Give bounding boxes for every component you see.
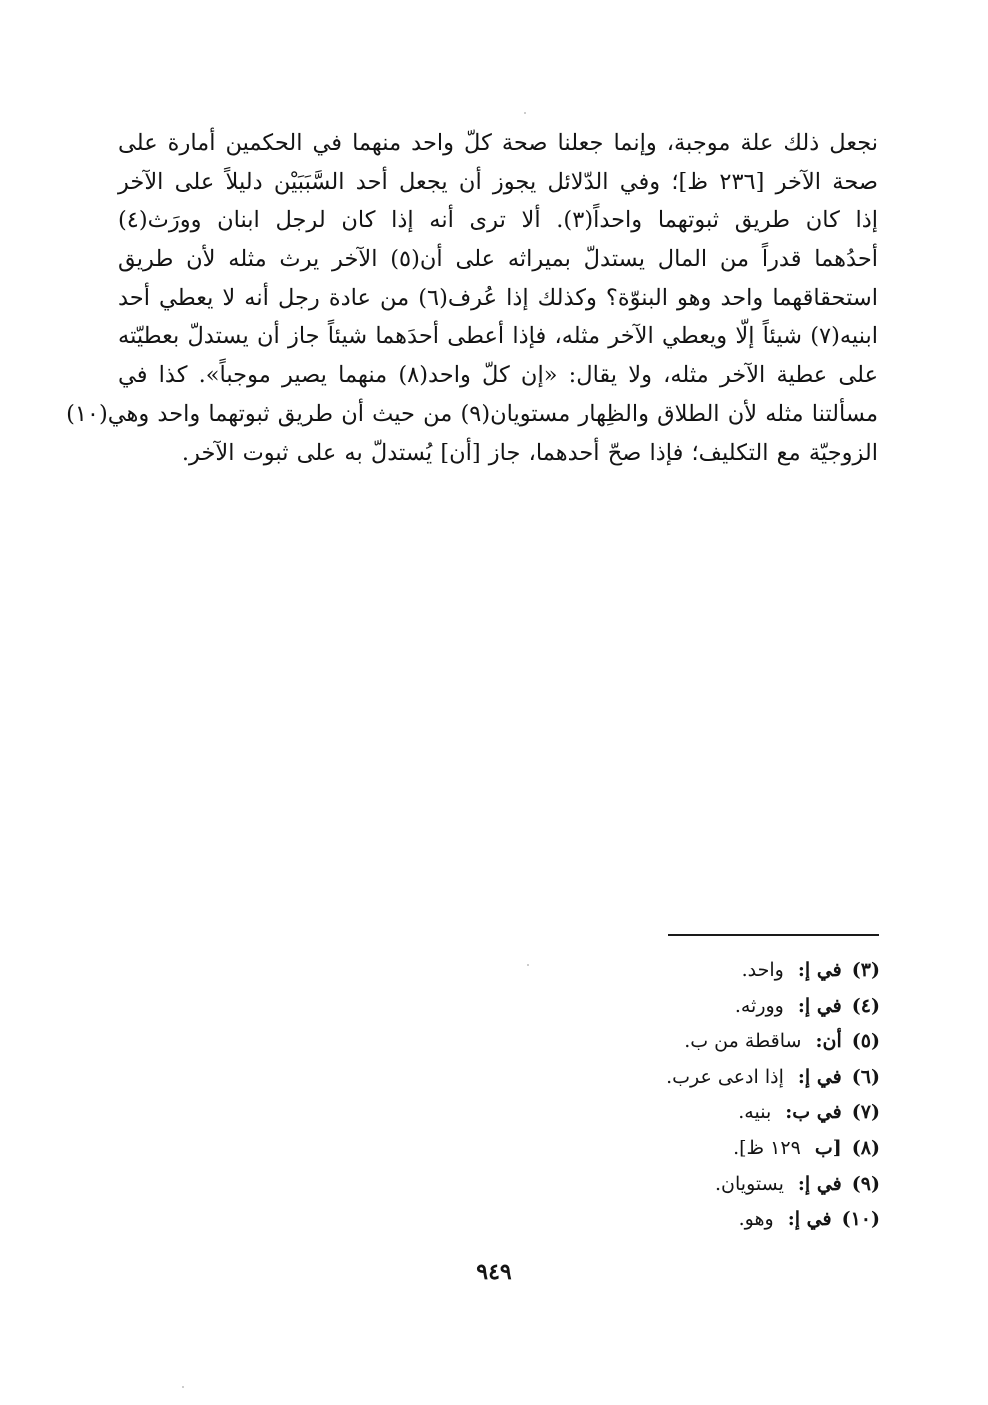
scan-speck: [182, 1386, 184, 1388]
footnote-separator: [668, 934, 879, 936]
footnote-text: بنيه.: [738, 1101, 772, 1124]
footnote-source: أن:: [815, 1030, 842, 1053]
footnote: [480, 1024, 880, 1060]
footnote: [480, 953, 880, 989]
footnote-text: ساقطة من ب.: [684, 1030, 802, 1053]
footnote-text: واحد.: [741, 959, 784, 981]
footnote-number: (٦): [851, 1065, 880, 1088]
footnote-number: (٨): [851, 1136, 880, 1159]
footnote-text: ١٢٩ ظ].: [733, 1136, 801, 1159]
paragraph-line: مسألتنا مثله لأن الطلاق والظِهار مستويان(٩) من حيث أن طريق ثبوتهما واحد وهي(١٠): [66, 400, 878, 427]
footnote-text: وهو.: [738, 1208, 774, 1231]
paragraph-line: ابنيه(٧) شيئاً إلّا ويعطي الآخر مثله، فإذا أعطى أحدَهما شيئاً جاز أن يستدلّ بعطيّته: [118, 323, 878, 350]
footnote-number: (٩): [851, 1172, 880, 1195]
footnote: [480, 989, 880, 1025]
paragraph-line: أحدُهما قدراً من المال يستدلّ بميراثه على أن(٥) الآخر يرث مثله لأن طريق: [118, 246, 878, 273]
paragraph-line: نجعل ذلك علة موجبة، وإنما جعلنا صحة كلّ واحد منهما في الحكمين أمارة على: [118, 130, 878, 156]
paragraph-line: صحة الآخر [٢٣٦ ظ]؛ وفي الدّلائل يجوز أن يجعل أحد السَّبَبَيْن دليلاً على الآخر: [118, 168, 878, 195]
footnote-number: (٥): [851, 1030, 880, 1053]
paragraph-line: على عطية الآخر مثله، ولا يقال: «إن كلّ واحد(٨) منهما يصير موجباً». كذا في: [118, 362, 878, 389]
scan-speck: [527, 964, 529, 966]
footnote: [480, 1095, 880, 1131]
footnotes: [480, 953, 880, 1238]
footnote-number: (٤): [851, 994, 880, 1017]
paragraph-line: إذا كان طريق ثبوتهما واحداً(٣). ألا ترى أنه إذا كان لرجل ابنان وورَث(٤): [118, 207, 879, 234]
footnote-number: (١٠): [841, 1208, 880, 1231]
footnote-source: في ب:: [785, 1101, 842, 1124]
footnote-text: وورثه.: [734, 994, 784, 1017]
footnote-source: في إ:: [797, 1065, 842, 1088]
footnote-source: في إ:: [797, 1172, 842, 1195]
footnote: [480, 1060, 880, 1096]
page-number: ٩٤٩: [476, 1259, 512, 1285]
paragraph-line: الزوجيّة مع التكليف؛ فإذا صحّ أحدهما، جاز [أن] يُستدلّ به على ثبوت الآخر.: [181, 439, 878, 466]
footnote-text: إذا ادعى عرب.: [666, 1065, 784, 1088]
footnote: [480, 1167, 880, 1203]
main-paragraph: [66, 124, 879, 472]
paragraph-line: استحقاقهما واحد وهو البنوّة؟ وكذلك إذا عُرف(٦) من عادة رجل أنه لا يعطي أحد: [118, 284, 878, 311]
footnote-number: (٧): [851, 1101, 880, 1124]
scan-speck: [524, 112, 526, 114]
footnote: [480, 1202, 880, 1238]
footnote-source: في إ:: [787, 1208, 832, 1231]
footnote-text: يستويان.: [715, 1172, 784, 1195]
footnote-source: [ب: [814, 1136, 842, 1159]
footnote-source: في إ:: [797, 994, 842, 1017]
footnote-number: (٣): [851, 959, 880, 981]
footnote: [480, 1131, 880, 1167]
footnote-source: في إ:: [797, 959, 842, 981]
